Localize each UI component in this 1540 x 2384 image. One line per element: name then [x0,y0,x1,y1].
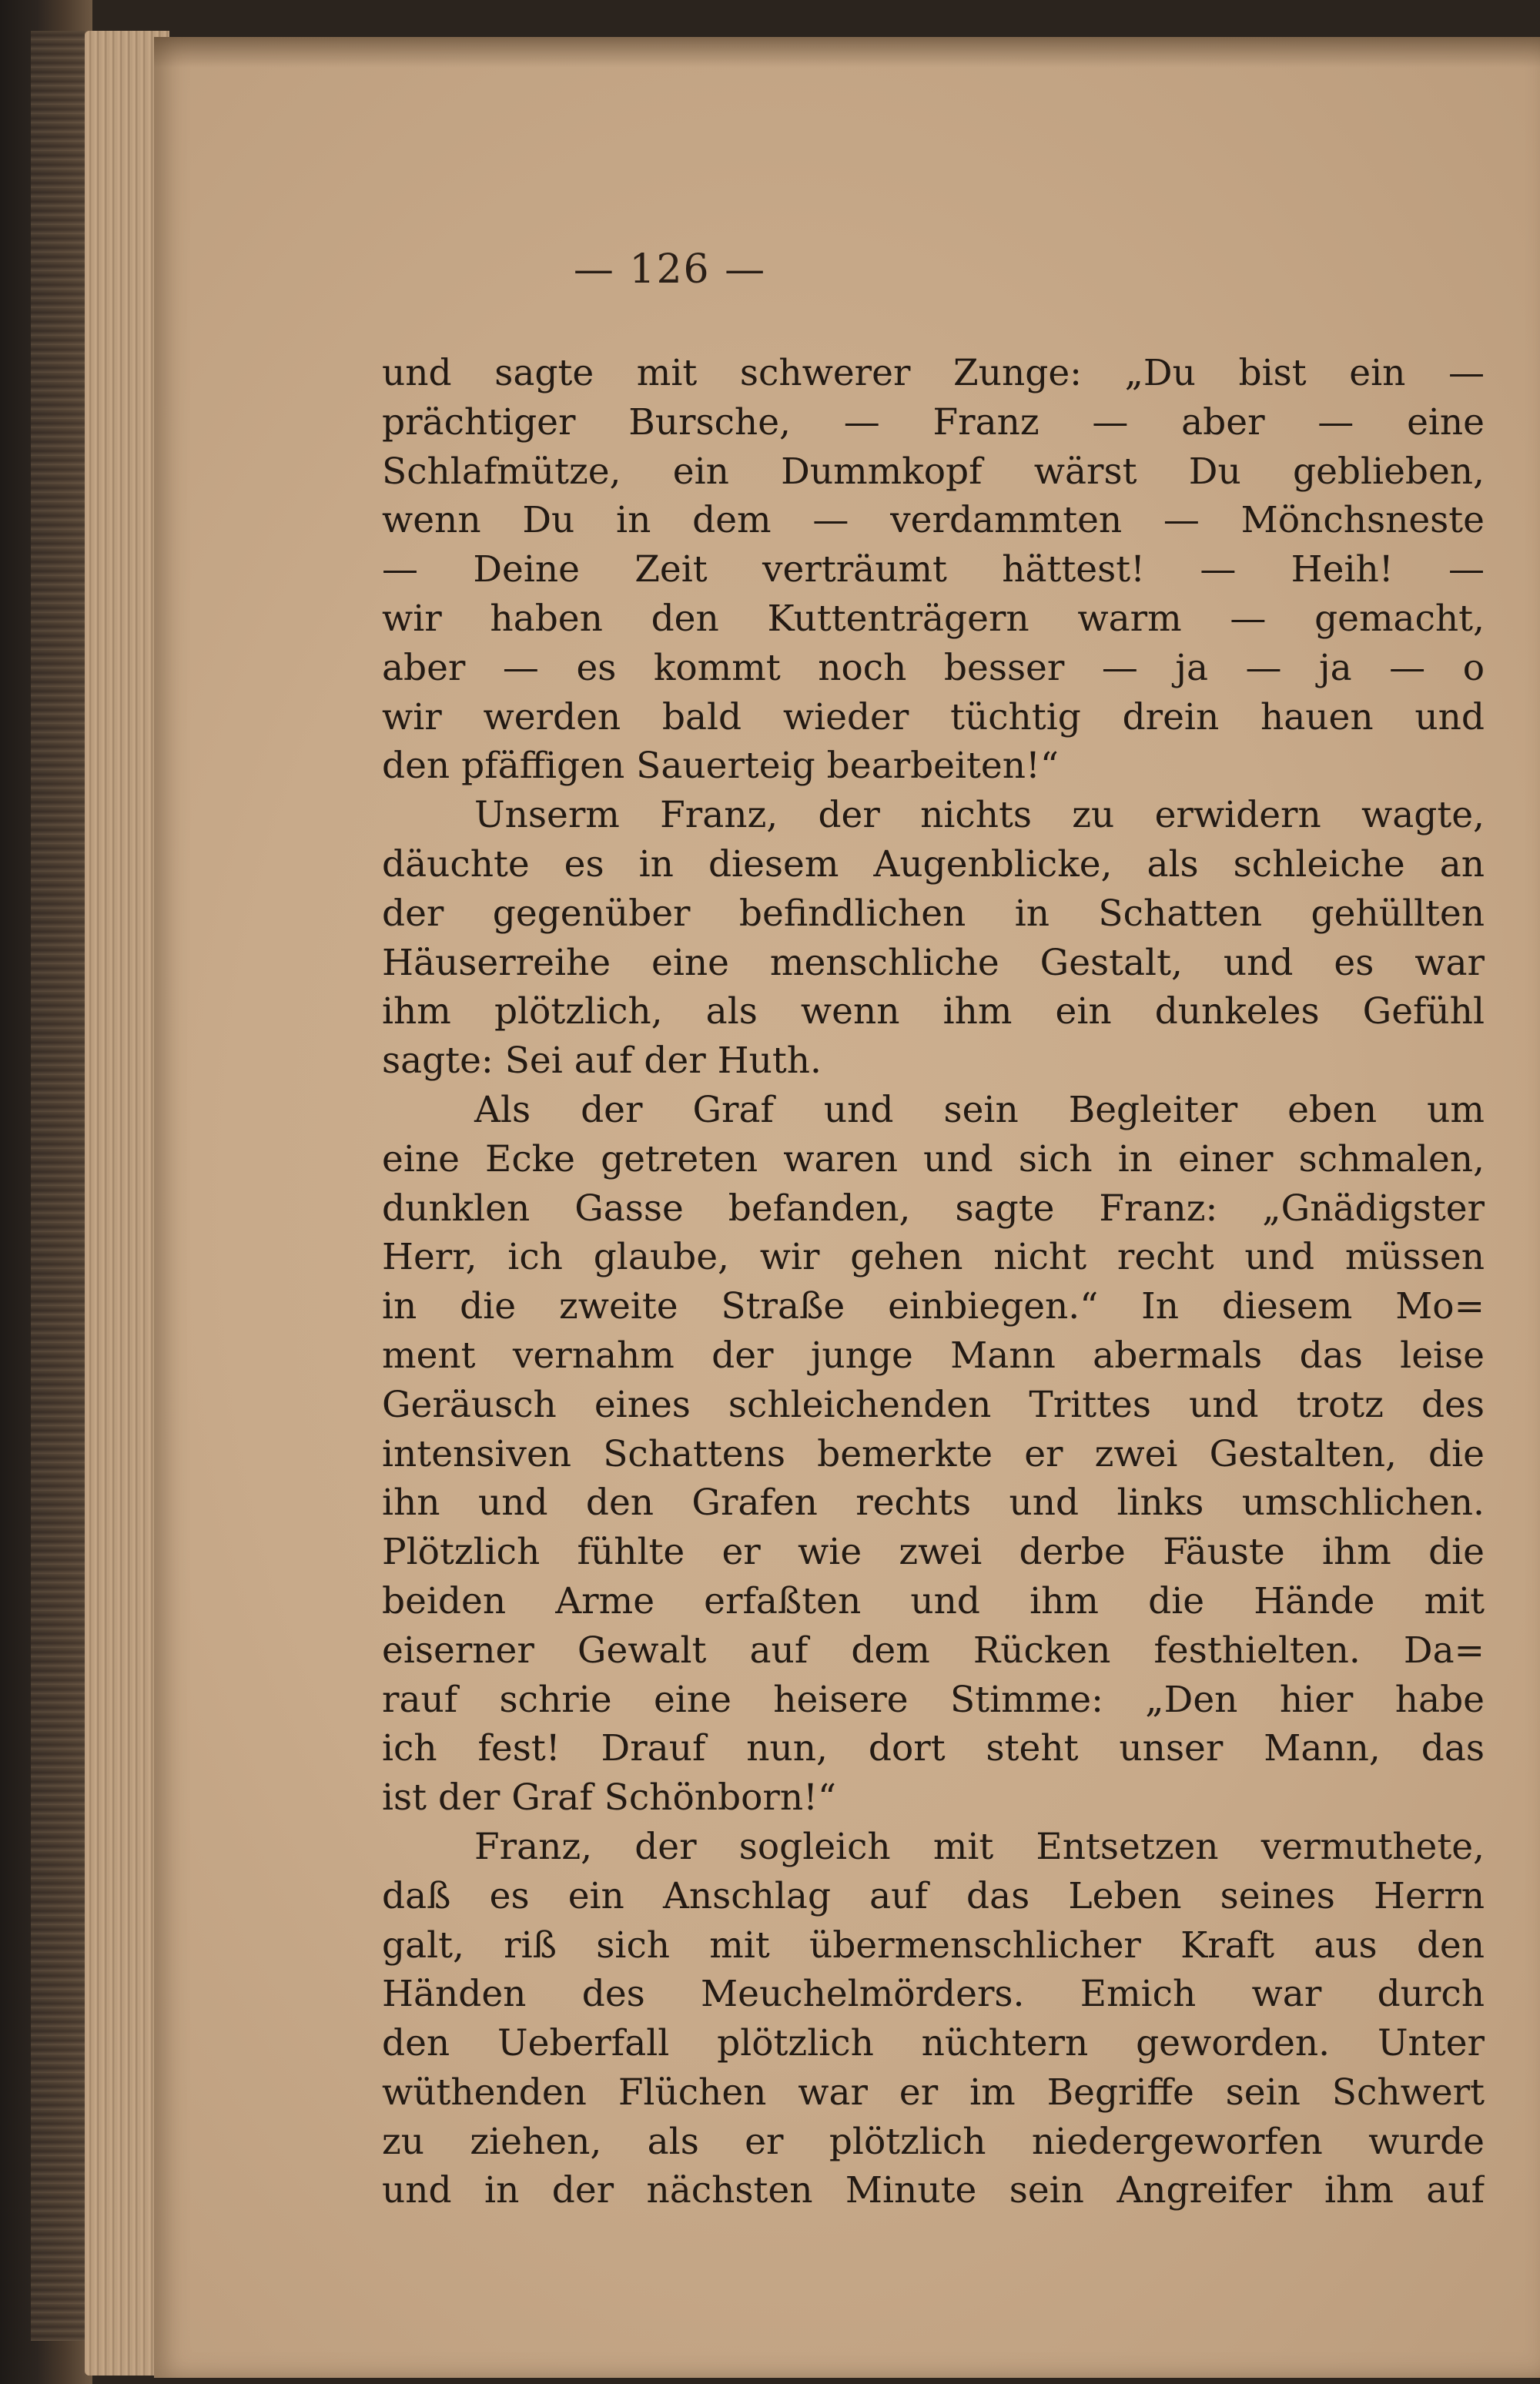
page-paper [154,37,1540,2378]
text-line: beiden Arme erfaßten und ihm die Hände mit [382,1579,1485,1622]
text-line: Herr, ich glaube, wir gehen nicht recht und müssen [382,1236,1485,1279]
text-line: daß es ein Anschlag auf das Leben seines Herrn [382,1874,1485,1917]
text-line: Plötzlich fühlte er wie zwei derbe Fäuste ihm die [382,1531,1485,1574]
text-line: ment vernahm der junge Mann abermals das leise [382,1334,1485,1377]
text-line: der gegenüber befindlichen in Schatten gehüllten [382,892,1485,935]
text-line: in die zweite Straße einbiegen.“ In diesem Mo= [382,1285,1485,1328]
page-number: — 126 — [573,246,767,293]
text-line: prächtiger Bursche, — Franz — aber — eine [382,400,1485,444]
page-shadow [154,37,1540,68]
text-line: wüthenden Flüchen war er im Begriffe sein Schwert [382,2071,1485,2114]
body-text [382,349,1485,2215]
text-line: ihn und den Grafen rechts und links umschlichen. [382,1482,1485,1525]
text-line: wenn Du in dem — verdammten — Mönchsneste [382,499,1485,542]
text-line: den pfäffigen Sauerteig bearbeiten!“ [382,745,1059,788]
text-line: sagte: Sei auf der Huth. [382,1040,822,1083]
text-line: — Deine Zeit verträumt hättest! — Heih! — [382,548,1485,591]
text-line: Geräusch eines schleichenden Trittes und trotz des [382,1383,1485,1426]
text-line: aber — es kommt noch besser — ja — ja — o [382,646,1485,689]
text-line: wir werden bald wieder tüchtig drein hauen und [382,695,1485,738]
text-line: und sagte mit schwerer Zunge: „Du bist ein — [382,352,1485,394]
text-line: eine Ecke getreten waren und sich in einer schmalen, [382,1137,1485,1180]
text-line: ist der Graf Schönborn!“ [382,1776,837,1820]
text-line: Häuserreihe eine menschliche Gestalt, und es war [382,941,1485,984]
text-line: zu ziehen, als er plötzlich niedergeworfen wurde [382,2120,1485,2163]
book-spine-texture [31,31,85,2341]
text-line: Schlafmütze, ein Dummkopf wärst Du geblieben, [382,450,1485,493]
text-line: däuchte es in diesem Augenblicke, als schleiche an [382,842,1485,886]
text-line: rauf schrie eine heisere Stimme: „Den hier habe [382,1678,1485,1721]
text-line: eiserner Gewalt auf dem Rücken festhielten. Da= [382,1629,1485,1672]
text-line: Franz, der sogleich mit Entsetzen vermuthete, [474,1825,1485,1868]
text-line: intensiven Schattens bemerkte er zwei Gestalten, die [382,1432,1485,1475]
text-line: ich fest! Drauf nun, dort steht unser Mann, das [382,1727,1485,1770]
text-line: den Ueberfall plötzlich nüchtern geworden. Unter [382,2022,1485,2065]
text-line: Als der Graf und sein Begleiter eben um [474,1088,1485,1131]
text-line: wir haben den Kuttenträgern warm — gemacht, [382,597,1485,640]
text-line: ihm plötzlich, als wenn ihm ein dunkeles Gefühl [382,990,1485,1033]
text-line: Händen des Meuchelmörders. Emich war durch [382,1973,1485,2016]
text-line: und in der nächsten Minute sein Angreifer ihm auf [382,2169,1485,2212]
text-line: dunklen Gasse befanden, sagte Franz: „Gnädigster [382,1187,1485,1230]
text-line: Unserm Franz, der nichts zu erwidern wagte, [474,794,1485,837]
text-line: galt, riß sich mit übermenschlicher Kraft aus den [382,1924,1485,1967]
